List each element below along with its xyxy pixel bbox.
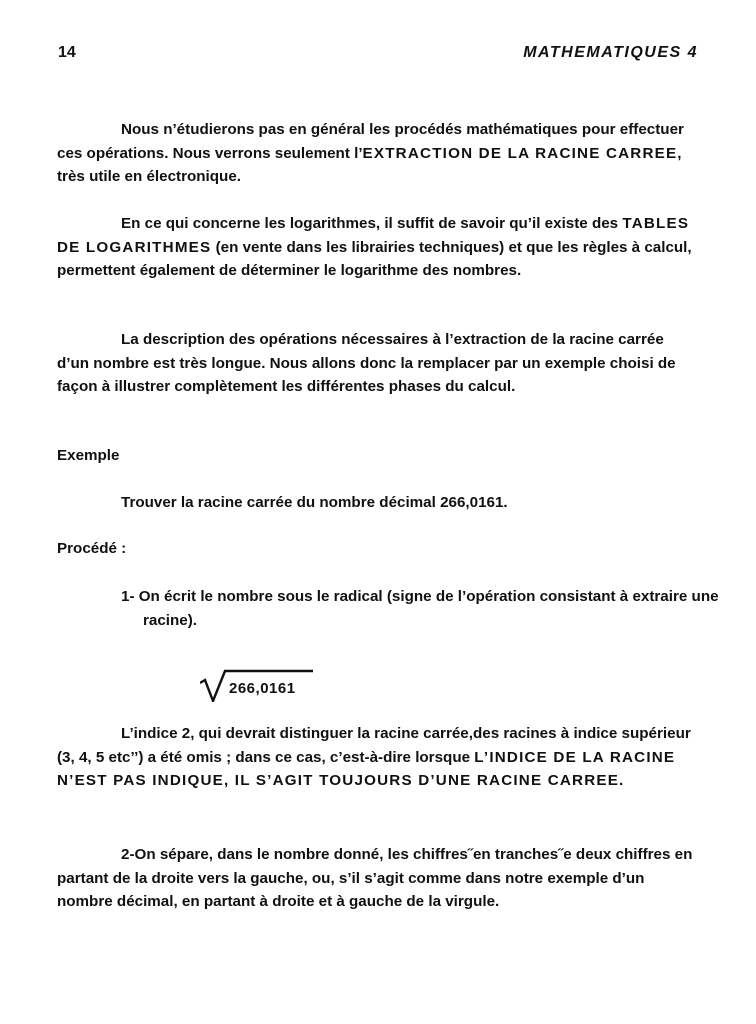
procede-heading: Procédé : [57,540,127,557]
extraction-emphasis: EXTRACTION DE LA RACINE CARREE [362,144,678,162]
paragraph-index-text: L’indice 2, qui devrait distinguer la racine carrée,des racines à indice supérieur (3, 4, 5 etc’’) a été omis ; dans ce cas, c’est-à-dire lorsque [57,725,691,766]
radicand: 266,0161 [229,680,296,697]
page-number: 14 [58,44,76,61]
paragraph-index [57,722,697,793]
index-emphasis: L’INDICE DE LA RACINE N’EST PAS INDIQUE, IL S’AGIT TOUJOURS D’UNE RACINE CARREE. [57,748,676,789]
paragraph-intro-text: Nous n’étudierons pas en général les procédés mathématiques pour effectuer ces opérations. Nous verrons seulement l’ [57,121,684,162]
running-title: MATHEMATIQUES 4 [523,44,698,61]
step-2: 2-On sépare, dans le nombre donné, les chiffres˝en tranches˝e deux chiffres en partant de la droite vers la gauche, ou, s’il s’agit comme dans notre exemple d’un nombre décimal, en partant à droite et à gauche de la virgule. [57,846,693,910]
paragraph-intro-end: , très utile en électronique. [57,144,682,185]
tables-emphasis: TABLES DE LOGARITHMES [57,215,690,256]
paragraph-intro [57,118,697,189]
paragraph-description: La description des opérations nécessaires à l’extraction de la racine carrée d’un nombre est très longue. Nous allons donc la remplacer par un exemple choisi de façon à illustrer complètement les différentes phases du calcul. [57,331,676,395]
step-1: 1- On écrit le nombre sous le radical (signe de l’opération consistant à extraire une racine). [121,588,719,629]
paragraph-logarithms-end: (en vente dans les librairies techniques) et que les règles à calcul, permettent également de déterminer le logarithme des nombres. [57,238,692,279]
paragraph-logarithms [57,212,697,283]
paragraph-logarithms-text: En ce qui concerne les logarithmes, il suffit de savoir qu’il existe des [121,215,623,232]
exemple-statement: Trouver la racine carrée du nombre décimal 266,0161. [121,494,508,511]
square-root-expression [200,668,315,702]
exemple-heading: Exemple [57,447,120,464]
